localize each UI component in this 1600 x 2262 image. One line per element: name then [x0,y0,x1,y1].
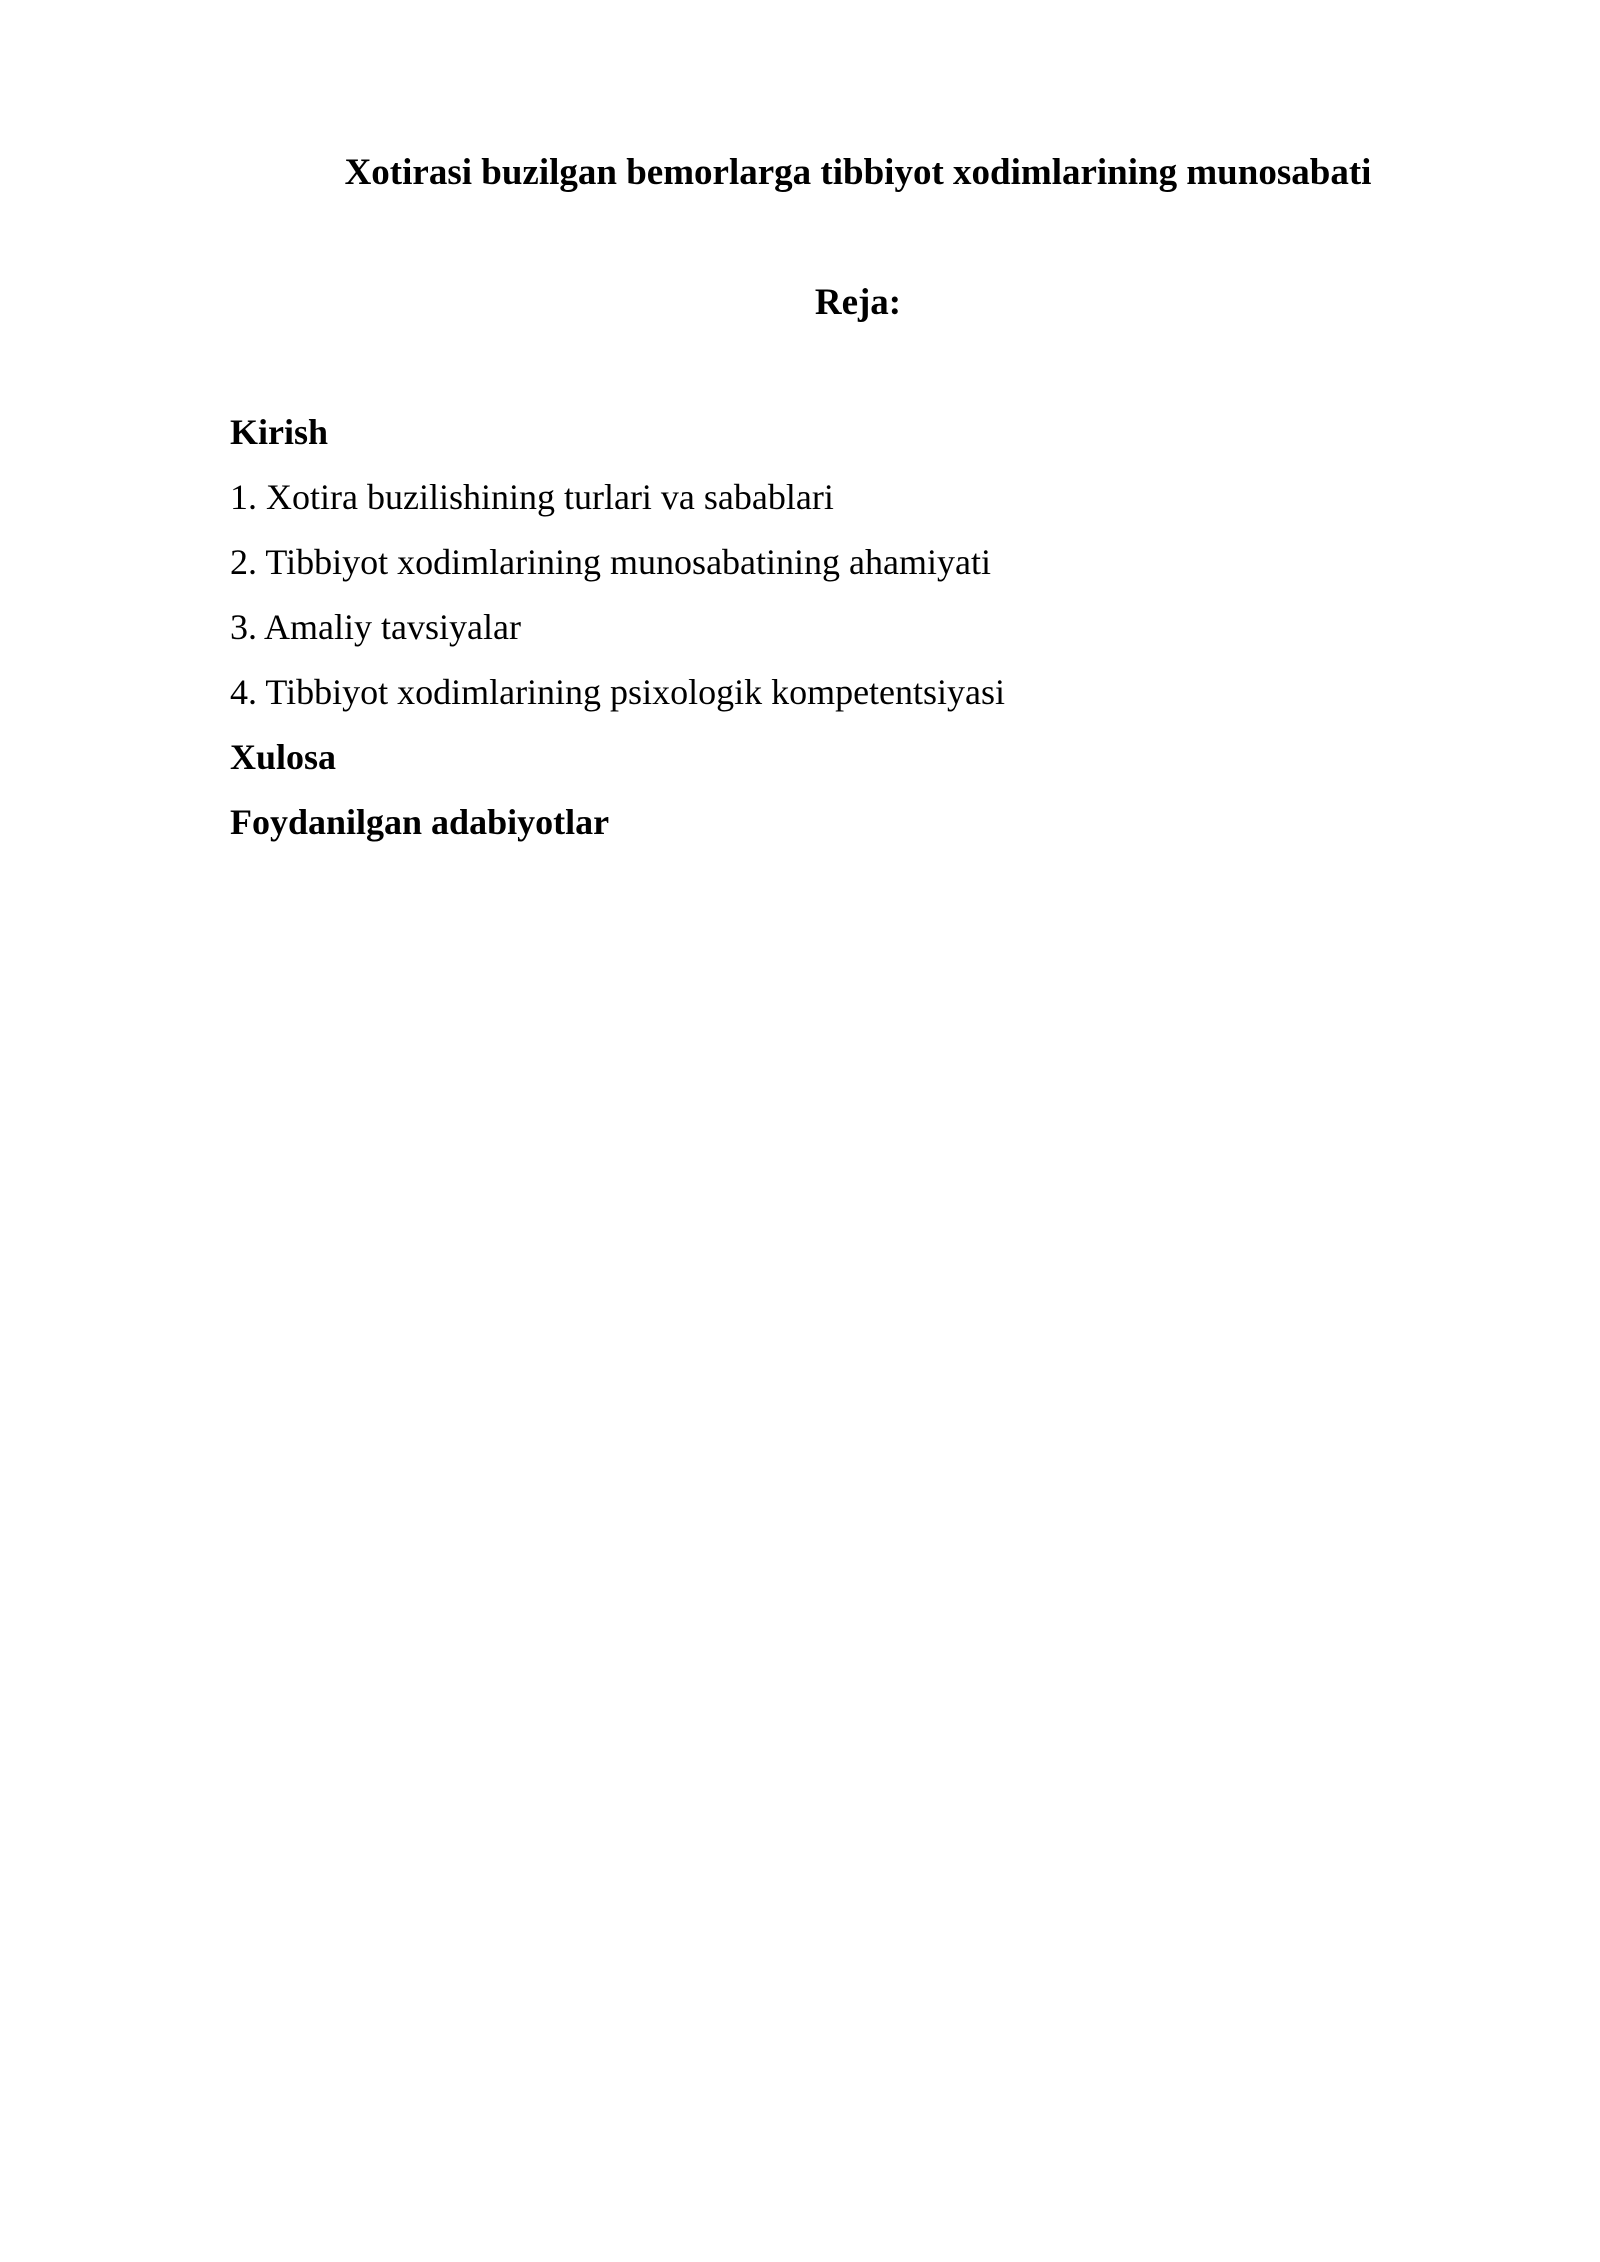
outline-item-4: 4. Tibbiyot xodimlarining psixologik kompetentsiyasi [230,672,1006,712]
outline-intro: Kirish [230,412,329,452]
plan-heading: Reja: [814,282,902,323]
outline-conclusion: Xulosa [230,737,337,777]
document-title: Xotirasi buzilgan bemorlarga tibbiyot xodimlarining munosabati [344,152,1372,193]
blank-line [230,335,1486,400]
outline-item-2: 2. Tibbiyot xodimlarining munosabatining ahamiyati [230,542,991,582]
blank-line [230,205,1486,270]
outline-item-1: 1. Xotira buzilishining turlari va sabablari [230,477,834,517]
outline-references: Foydanilgan adabiyotlar [230,802,610,842]
outline-item-3: 3. Amaliy tavsiyalar [230,607,521,647]
